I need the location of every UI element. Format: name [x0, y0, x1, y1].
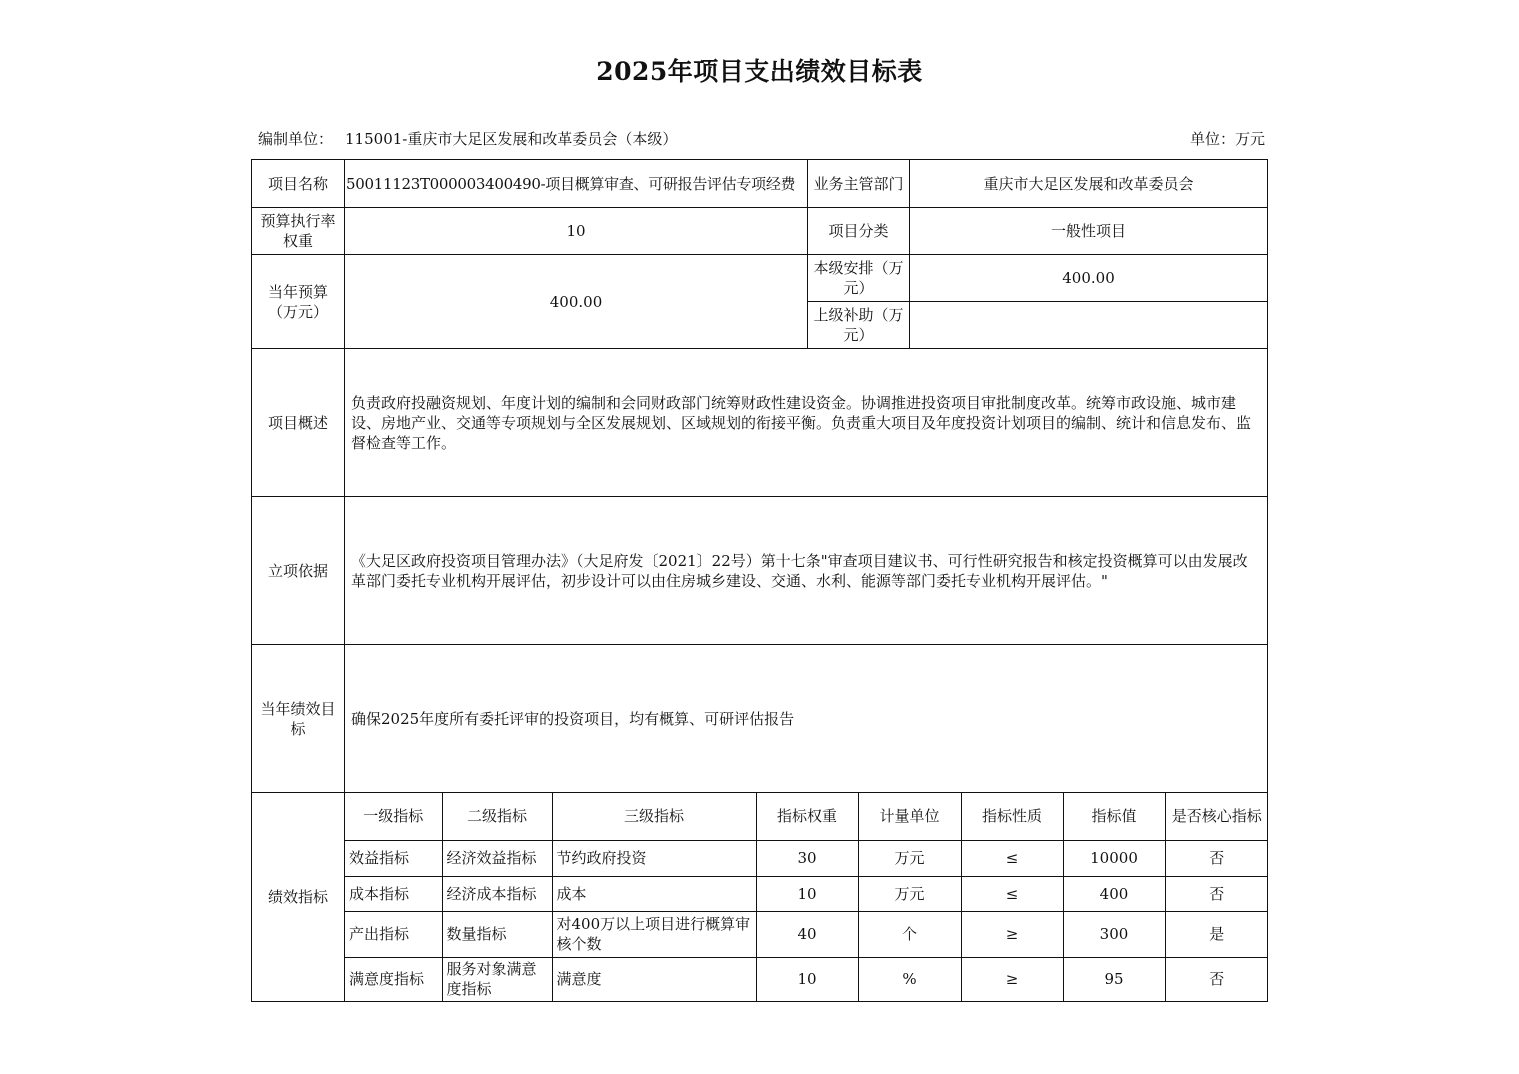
project-name-value: 50011123T000003400490-项目概算审查、可研报告评估专项经费	[345, 160, 808, 208]
level1-cell: 产出指标	[345, 911, 442, 957]
level3-cell: 节约政府投资	[552, 840, 756, 876]
local-label: 本级安排（万元）	[808, 255, 910, 302]
core-cell: 否	[1165, 876, 1268, 911]
table-row	[345, 876, 1268, 911]
level2-cell: 经济成本指标	[442, 876, 552, 911]
nature-cell: ≥	[961, 911, 1063, 957]
nature-cell: ≤	[961, 876, 1063, 911]
dept-label: 业务主管部门	[808, 160, 910, 208]
perf-header: 一级指标	[345, 793, 442, 840]
level2-cell: 经济效益指标	[442, 840, 552, 876]
weight-cell: 30	[756, 840, 858, 876]
nature-cell: ≥	[961, 957, 1063, 1001]
category-label: 项目分类	[808, 208, 910, 255]
perf-header: 是否核心指标	[1165, 793, 1268, 840]
level1-cell: 满意度指标	[345, 957, 442, 1001]
unit-cell: 万元	[858, 876, 961, 911]
row-weight	[252, 208, 1268, 255]
perf-header: 二级指标	[442, 793, 552, 840]
goal-value: 确保2025年度所有委托评审的投资项目，均有概算、可研评估报告	[345, 645, 1268, 793]
core-cell: 否	[1165, 840, 1268, 876]
table-row	[345, 957, 1268, 1001]
value-cell: 300	[1063, 911, 1165, 957]
level2-cell: 数量指标	[442, 911, 552, 957]
perf-header: 指标性质	[961, 793, 1063, 840]
unit-cell: 个	[858, 911, 961, 957]
unit-cell: 万元	[858, 840, 961, 876]
perf-header: 指标值	[1063, 793, 1165, 840]
row-project-name	[252, 160, 1268, 208]
row-budget	[252, 255, 1268, 302]
level3-cell: 满意度	[552, 957, 756, 1001]
performance-table	[251, 159, 1268, 1002]
basis-label: 立项依据	[252, 497, 345, 645]
row-perf	[252, 793, 1268, 1002]
page-title: 2025年项目支出绩效目标表	[596, 57, 923, 86]
weight-value: 10	[345, 208, 808, 255]
overview-value: 负责政府投融资规划、年度计划的编制和会同财政部门统筹财政性建设资金。协调推进投资项目审批制度改革。统筹市政设施、城市建设、房地产业、交通等专项规划与全区发展规划、区域规划的衔接平衡。负责重大项目及年度投资计划项目的编制、统计和信息发布、监督检查等工作。	[345, 349, 1268, 497]
row-basis	[252, 497, 1268, 645]
budget-label: 当年预算（万元）	[252, 255, 345, 349]
row-overview	[252, 349, 1268, 497]
project-name-label: 项目名称	[252, 160, 345, 208]
row-goal	[252, 645, 1268, 793]
basis-value: 《大足区政府投资项目管理办法》（大足府发〔2021〕22号）第十七条"审查项目建议书、可行性研究报告和核定投资概算可以由发展改革部门委托专业机构开展评估，初步设计可以由住房城乡建设、交通、水利、能源等部门委托专业机构开展评估。"	[345, 497, 1268, 645]
budget-value: 400.00	[345, 255, 808, 349]
unit-cell: %	[858, 957, 961, 1001]
overview-label: 项目概述	[252, 349, 345, 497]
level1-cell: 效益指标	[345, 840, 442, 876]
compiling-unit-label: 编制单位：	[258, 130, 334, 148]
goal-label: 当年绩效目标	[252, 645, 345, 793]
compiling-unit	[258, 128, 677, 149]
upper-label: 上级补助（万元）	[808, 302, 910, 349]
table-row	[345, 840, 1268, 876]
level1-cell: 成本指标	[345, 876, 442, 911]
weight-cell: 40	[756, 911, 858, 957]
table-row	[345, 911, 1268, 957]
core-cell: 否	[1165, 957, 1268, 1001]
level2-cell: 服务对象满意度指标	[442, 957, 552, 1001]
perf-header: 指标权重	[756, 793, 858, 840]
perf-header-row	[345, 793, 1268, 840]
value-cell: 400	[1063, 876, 1165, 911]
dept-value: 重庆市大足区发展和改革委员会	[910, 160, 1268, 208]
perf-indicators-cell	[345, 793, 1268, 1002]
category-value: 一般性项目	[910, 208, 1268, 255]
weight-label: 预算执行率权重	[252, 208, 345, 255]
perf-indicators-table	[345, 793, 1268, 1001]
perf-header: 计量单位	[858, 793, 961, 840]
perf-label: 绩效指标	[252, 793, 345, 1002]
value-cell: 10000	[1063, 840, 1165, 876]
perf-header: 三级指标	[552, 793, 756, 840]
nature-cell: ≤	[961, 840, 1063, 876]
weight-cell: 10	[756, 876, 858, 911]
level3-cell: 成本	[552, 876, 756, 911]
level3-cell: 对400万以上项目进行概算审核个数	[552, 911, 756, 957]
weight-cell: 10	[756, 957, 858, 1001]
compiling-unit-value: 115001-重庆市大足区发展和改革委员会（本级）	[345, 130, 678, 148]
value-cell: 95	[1063, 957, 1165, 1001]
local-value: 400.00	[910, 255, 1268, 302]
core-cell: 是	[1165, 911, 1268, 957]
upper-value	[910, 302, 1268, 349]
currency-unit: 单位：万元	[1189, 130, 1265, 148]
